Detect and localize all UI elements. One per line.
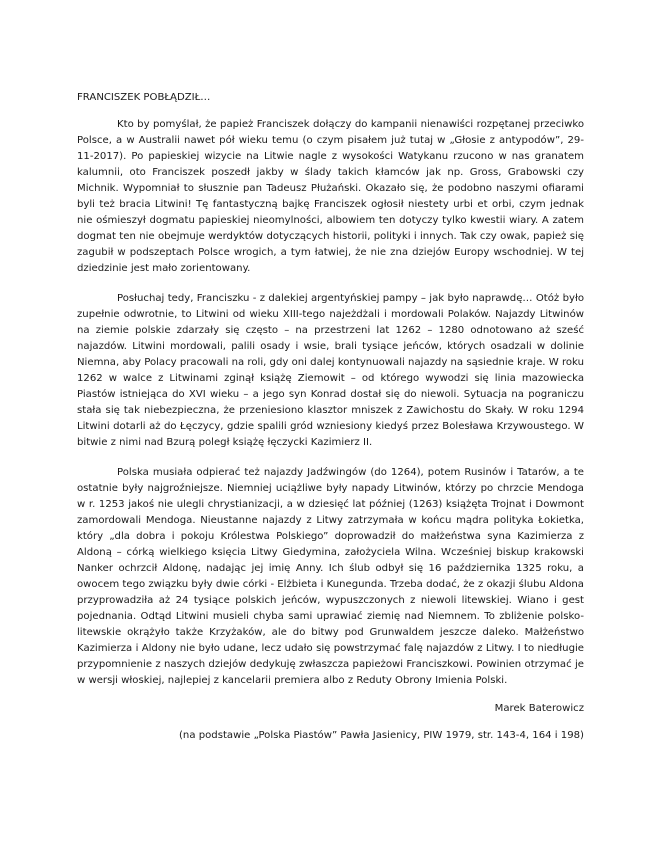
author-signature: Marek Baterowicz <box>494 703 584 714</box>
paragraph-spacer <box>77 451 584 465</box>
document-title: FRANCISZEK POBŁĄDZIŁ… <box>77 92 211 103</box>
document-body <box>77 90 584 743</box>
source-citation: (na podstawie „Polska Piastów” Pawła Jasienicy, PIW 1979, str. 143-4, 164 i 198) <box>178 730 584 741</box>
paragraph-3: Polska musiała odpierać też najazdy Jadźwingów (do 1264), potem Rusinów i Tatarów, a te ostatnie były najgroźniejsze. Niemniej uciążliwe były napady Litwinów, którzy po chrzcie Mendoga w r. 1253 jakoś nie ulegli chrystianizacji, a w dziesięć lat później (1263) książęta Trojnat i Dowmont zamordowali Mendoga. Nieustanne najazdy z Litwy zatrzymała w końcu mądra polityka Łokietka, który „dla dobra i pokoju Królestwa Polskiego” doprowadził do małżeństwa syna Kazimierza z Aldoną – córką wielkiego księcia Litwy Giedymina, założyciela Wilna. Wcześniej biskup krakowski Nanker ochrzcił Aldonę, nadając jej imię Anny. Ich ślub odbył się 16 października 1325 roku, a owocem tego związku były dwie córki - Elżbieta i Kunegunda. Trzeba dodać, że z okazji ślubu Aldona przyprowadziła aż 24 tysiące polskich jeńców, wypuszczonych z niewoli litewskiej. Wiano i gest pojednania. Odtąd Litwini musieli chyba sami uprawiać ziemię nad Niemnem. To zbliżenie polsko-litewskie okrążyło także Krzyżaków, ale do bitwy pod Grunwaldem jeszcze daleko. Małżeństwo Kazimierza i Aldony nie było udane, lecz udało się powstrzymać falę najazdów z Litwy. I to niedługie przypomnienie z naszych dziejów dedykuję zwłaszcza papieżowi Franciszkowi. Powinien otrzymać je w wersji włoskiej, najlepiej z kancelarii premiera albo z Reduty Obrony Imienia Polski. <box>77 467 584 686</box>
paragraph-2: Posłuchaj tedy, Franciszku - z dalekiej argentyńskiej pampy – jak było naprawdę… Otóż było zupełnie odwrotnie, to Litwini od wieku XIII-tego najeżdżali i mordowali Polaków. Najazdy Litwinów na ziemie polskie zdarzały się często – na przestrzeni lat 1262 – 1280 odnotowano aż sześć najazdów. Litwini mordowali, palili osady i wsie, brali tysiące jeńców, których osadzali w dolinie Niemna, aby Polacy pracowali na roli, gdy oni dalej kontynuowali najazdy na sąsiednie kraje. W roku 1262 w walce z Litwinami zginął książę Ziemowit – od którego wywodzi się linia mazowiecka Piastów istniejąca do XVI wieku – a jego syn Konrad dostał się do niewoli. Sytuacja na pograniczu stała się tak niebezpieczna, że przeniesiono klasztor mniszek z Zawichostu do Skały. W roku 1294 Litwini dotarli aż do Łęczycy, gdzie spalili gród wzniesiony kiedyś przez Bolesława Krzywoustego. W bitwie z nimi nad Bzurą poległ książę łęczycki Kazimierz II. <box>77 293 584 448</box>
paragraph-1: Kto by pomyślał, że papież Franciszek dołączy do kampanii nienawiści rozpętanej przeciwko Polsce, a w Australii nawet pół wieku temu (o czym pisałem już tutaj w „Głosie z antypodów”, 29-11-2017). Po papieskiej wizycie na Litwie nagle z wysokości Watykanu rzucono w nas granatem kalumnii, oto Franciszek poszedł jakby w ślady takich kłamców jak np. Gross, Grabowski czy Michnik. Wypomniał to słusznie pan Tadeusz Płużański. Okazało się, że podobno naszymi ofiarami byli też bracia Litwini! Tę fantastyczną bajkę Franciszek ogłosił niestety urbi et orbi, czym jednak nie ośmieszył dogmatu papieskiej nieomylności, albowiem ten dotyczy tylko kwestii wiary. A zatem dogmat ten nie obejmuje werdyktów dotyczących historii, polityki i innych. Tak czy owak, papież się zagubił w podszeptach Polsce wrogich, a tym łatwiej, że nie zna dziejów Europy wschodniej. W tej dziedzinie jest mało zorientowany. <box>77 119 584 274</box>
paragraph-spacer <box>77 277 584 291</box>
